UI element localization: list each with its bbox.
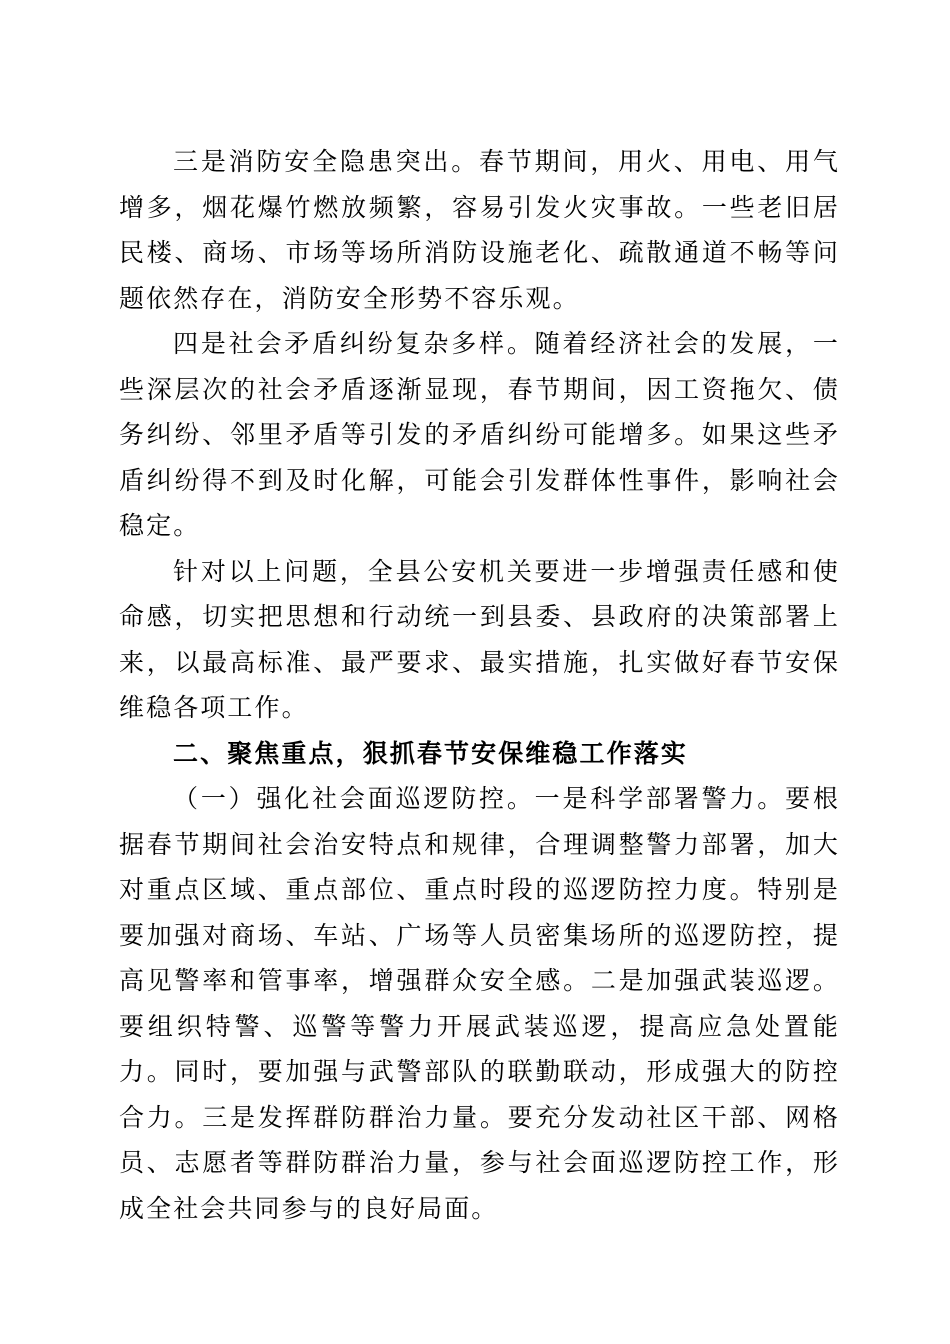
section-heading: 二、聚焦重点，狠抓春节安保维稳工作落实: [173, 738, 688, 768]
paragraph-response: 针对以上问题，全县公安机关要进一步增强责任感和使命感，切实把思想和行动统一到县委、县政府的决策部署上来，以最高标准、最严要求、最实措施，扎实做好春节安保维稳各项工作。: [119, 556, 840, 722]
paragraph-social-disputes: 四是社会矛盾纠纷复杂多样。随着经济社会的发展，一些深层次的社会矛盾逐渐显现，春节期间，因工资拖欠、债务纠纷、邻里矛盾等引发的矛盾纠纷可能增多。如果这些矛盾纠纷得不到及时化解，可能会引发群体性事件，影响社会稳定。: [119, 329, 840, 540]
paragraph-fire-safety: 三是消防安全隐患突出。春节期间，用火、用电、用气增多，烟花爆竹燃放频繁，容易引发火灾事故。一些老旧居民楼、商场、市场等场所消防设施老化、疏散通道不畅等问题依然存在，消防安全形势不容乐观。: [119, 147, 840, 313]
paragraph-patrol-control: （一）强化社会面巡逻防控。一是科学部署警力。要根据春节期间社会治安特点和规律，合理调整警力部署，加大对重点区域、重点部位、重点时段的巡逻防控力度。特别是要加强对商场、车站、广场等人员密集场所的巡逻防控，提高见警率和管事率，增强群众安全感。二是加强武装巡逻。要组织特警、巡警等警力开展武装巡逻，提高应急处置能力。同时，要加强与武警部队的联勤联动，形成强大的防控合力。三是发挥群防群治力量。要充分发动社区干部、网格员、志愿者等群防群治力量，参与社会面巡逻防控工作，形成全社会共同参与的良好局面。: [119, 784, 840, 1223]
